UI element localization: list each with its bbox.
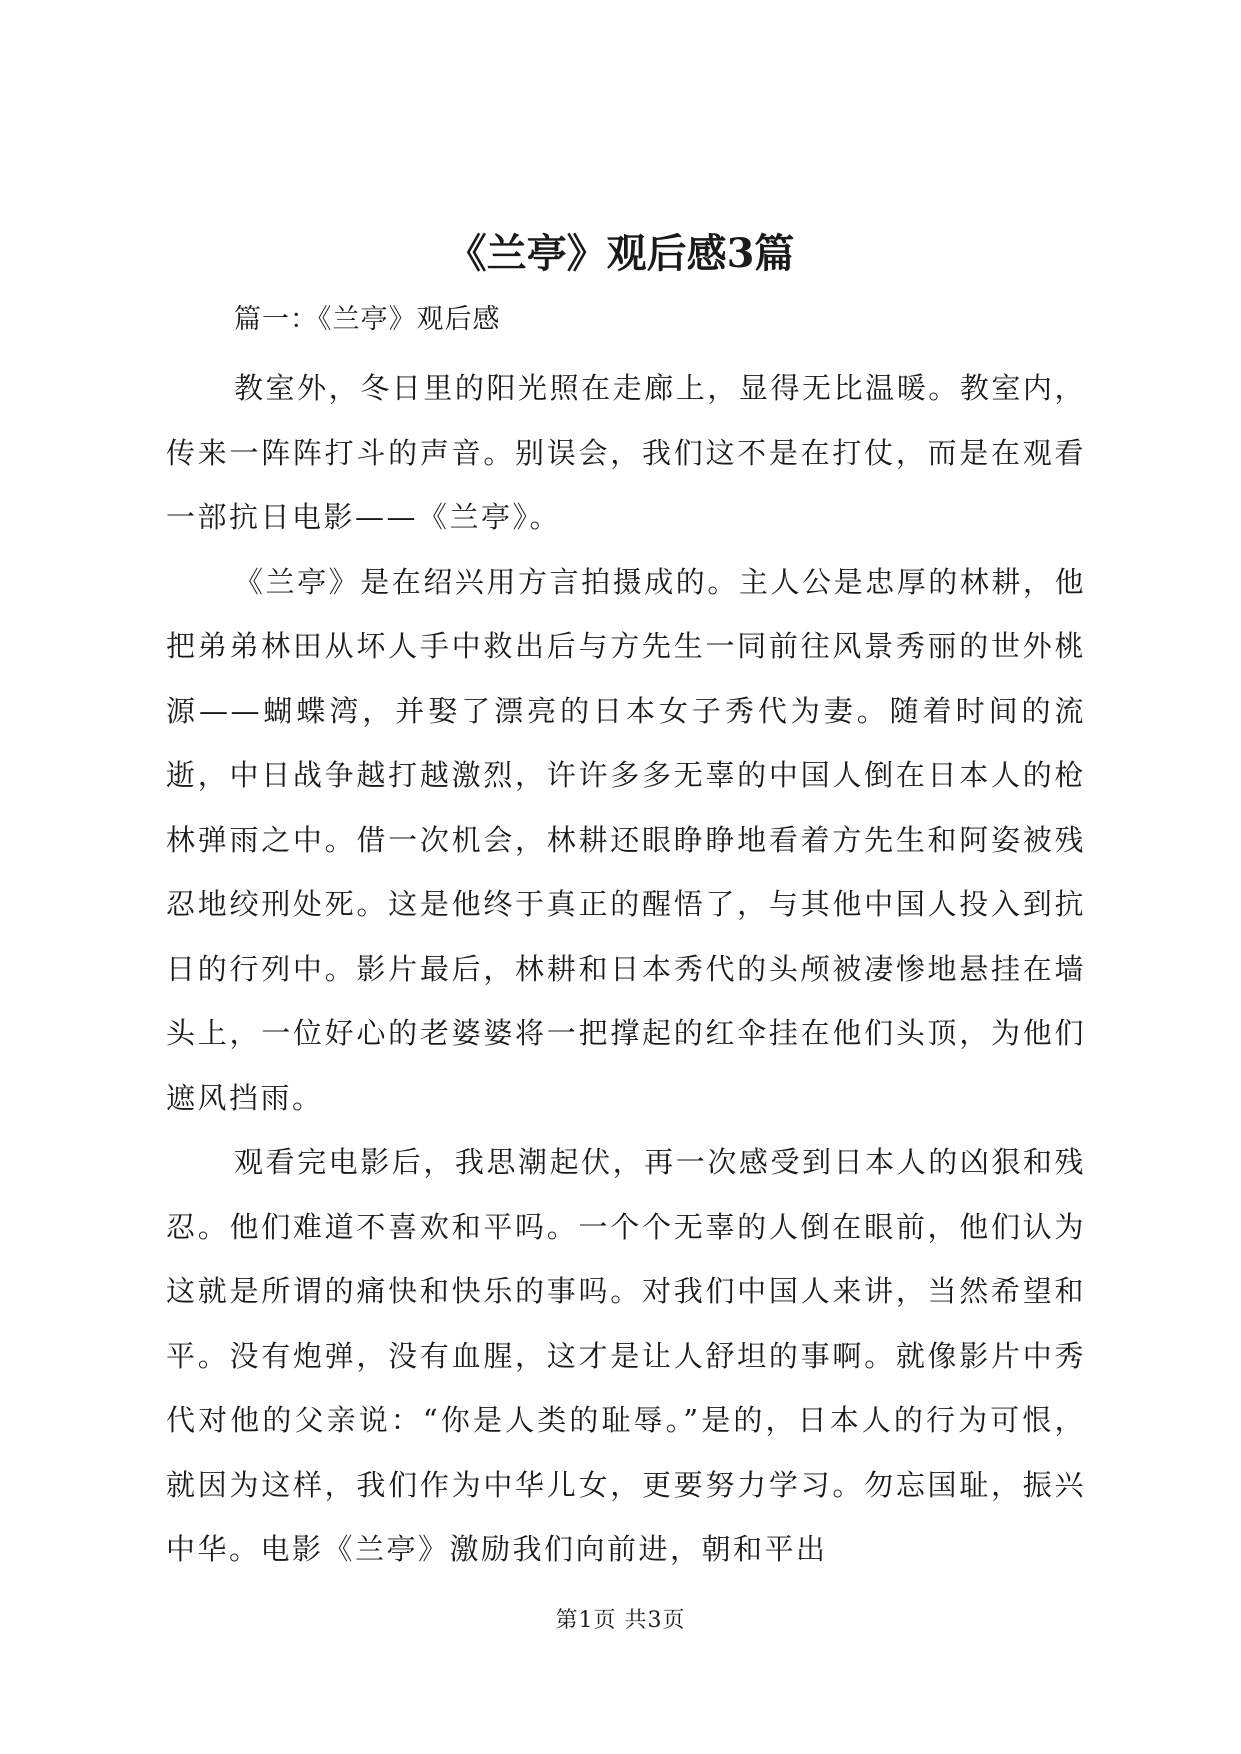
- document-body: [166, 294, 1086, 1582]
- paragraph-2: 《兰亭》是在绍兴用方言拍摄成的。主人公是忠厚的林耕，他把弟弟林田从坏人手中救出后与方先生一同前往风景秀丽的世外桃源——蝴蝶湾，并娶了漂亮的日本女子秀代为妻。随着时间的流逝，中日战争越打越激烈，许许多多无辜的中国人倒在日本人的枪林弹雨之中。借一次机会，林耕还眼睁睁地看着方先生和阿姿被残忍地绞刑处死。这是他终于真正的醒悟了，与其他中国人投入到抗日的行列中。影片最后，林耕和日本秀代的头颅被凄惨地悬挂在墙头上，一位好心的老婆婆将一把撑起的红伞挂在他们头顶，为他们遮风挡雨。: [166, 564, 1086, 1115]
- section-subtitle: 篇一：《兰亭》观后感: [234, 304, 501, 335]
- paragraph-1: 教室外，冬日里的阳光照在走廊上，显得无比温暖。教室内，传来一阵阵打斗的声音。别误会，我们这不是在打仗，而是在观看一部抗日电影——《兰亭》。: [166, 371, 1086, 534]
- paragraph-3: 观看完电影后，我思潮起伏，再一次感受到日本人的凶狠和残忍。他们难道不喜欢和平吗。一个个无辜的人倒在眼前，他们认为这就是所谓的痛快和快乐的事吗。对我们中国人来讲，当然希望和平。没有炮弹，没有血腥，这才是让人舒坦的事啊。就像影片中秀代对他的父亲说：“你是人类的耻辱。”是的，日本人的行为可恨，就因为这样，我们作为中华儿女，更要努力学习。勿忘国耻，振兴中华。电影《兰亭》激励我们向前进，朝和平出: [166, 1145, 1086, 1566]
- page-footer: 第1页 共3页: [555, 1608, 686, 1633]
- document-title: 《兰亭》观后感3篇: [446, 230, 795, 277]
